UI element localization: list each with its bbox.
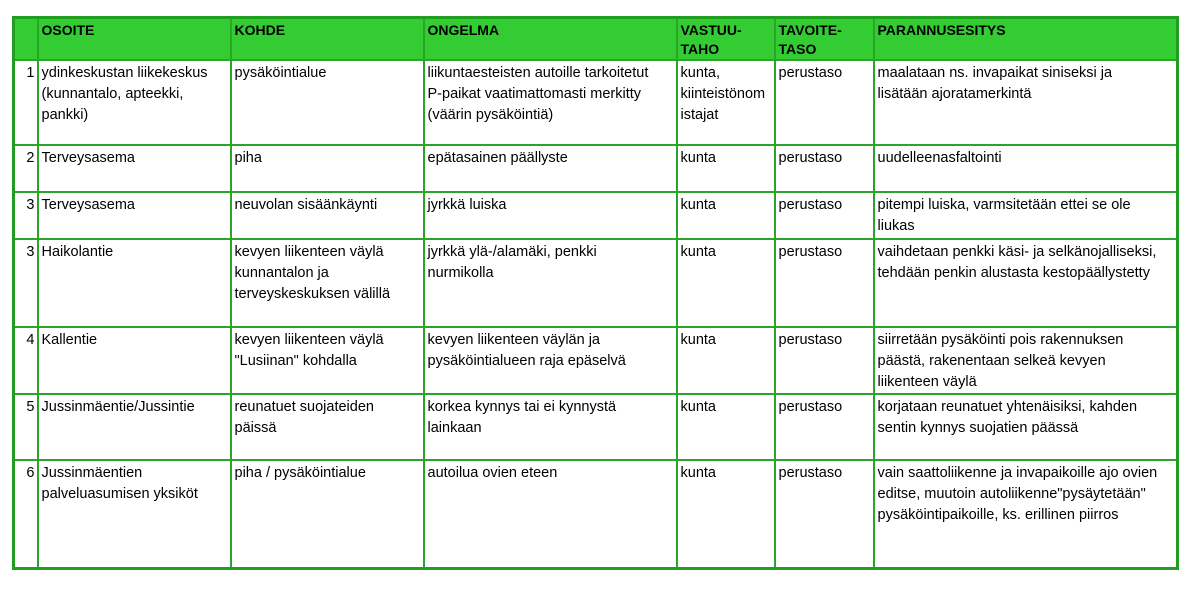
cell-tavoitetaso: perustaso: [775, 145, 874, 192]
cell-osoite: Terveysasema: [38, 145, 231, 192]
cell-ongelma: epätasainen päällyste: [424, 145, 677, 192]
cell-parannusesitys: maalataan ns. invapaikat siniseksi ja lisätään ajoratamerkintä: [874, 60, 1178, 145]
cell-number: 6: [14, 460, 38, 569]
cell-number: 3: [14, 239, 38, 327]
cell-ongelma: kevyen liikenteen väylän ja pysäköintialueen raja epäselvä: [424, 327, 677, 394]
cell-osoite: Haikolantie: [38, 239, 231, 327]
cell-parannusesitys: vain saattoliikenne ja invapaikoille ajo ovien editse, muutoin autoliikenne"pysäytetään" pysäköintipaikoille, ks. erillinen piirros: [874, 460, 1178, 569]
table-row: [14, 60, 1178, 145]
header-ongelma: ONGELMA: [424, 18, 677, 61]
cell-tavoitetaso: perustaso: [775, 327, 874, 394]
cell-tavoitetaso: perustaso: [775, 460, 874, 569]
table-row: [14, 394, 1178, 460]
cell-kohde: piha: [231, 145, 424, 192]
header-parannusesitys: PARANNUSESITYS: [874, 18, 1178, 61]
cell-parannusesitys: vaihdetaan penkki käsi- ja selkänojalliseksi, tehdään penkin alustasta kestopäällystetty: [874, 239, 1178, 327]
header-vastuutaho: VASTUU- TAHO: [677, 18, 775, 61]
header-kohde: KOHDE: [231, 18, 424, 61]
cell-ongelma: jyrkkä ylä-/alamäki, penkki nurmikolla: [424, 239, 677, 327]
cell-number: 5: [14, 394, 38, 460]
cell-vastuutaho: kunta: [677, 145, 775, 192]
cell-ongelma: liikuntaesteisten autoille tarkoitetut P-paikat vaatimattomasti merkitty (väärin pysäköintiä): [424, 60, 677, 145]
cell-osoite: Kallentie: [38, 327, 231, 394]
cell-parannusesitys: pitempi luiska, varmsitetään ettei se ole liukas: [874, 192, 1178, 239]
table-row: [14, 327, 1178, 394]
cell-ongelma: korkea kynnys tai ei kynnystä lainkaan: [424, 394, 677, 460]
cell-tavoitetaso: perustaso: [775, 192, 874, 239]
cell-parannusesitys: uudelleenasfaltointi: [874, 145, 1178, 192]
cell-tavoitetaso: perustaso: [775, 239, 874, 327]
cell-kohde: neuvolan sisäänkäynti: [231, 192, 424, 239]
cell-osoite: ydinkeskustan liikekeskus (kunnantalo, apteekki, pankki): [38, 60, 231, 145]
cell-vastuutaho: kunta: [677, 394, 775, 460]
cell-kohde: kevyen liikenteen väylä "Lusiinan" kohdalla: [231, 327, 424, 394]
cell-osoite: Jussinmäentie/Jussintie: [38, 394, 231, 460]
cell-number: 2: [14, 145, 38, 192]
cell-osoite: Jussinmäentien palveluasumisen yksiköt: [38, 460, 231, 569]
cell-kohde: piha / pysäköintialue: [231, 460, 424, 569]
cell-parannusesitys: siirretään pysäköinti pois rakennuksen päästä, rakenentaan selkeä kevyen liikenteen väylä: [874, 327, 1178, 394]
cell-kohde: reunatuet suojateiden päissä: [231, 394, 424, 460]
header-number: [14, 18, 38, 61]
cell-parannusesitys: korjataan reunatuet yhtenäisiksi, kahden sentin kynnys suojatien päässä: [874, 394, 1178, 460]
cell-tavoitetaso: perustaso: [775, 60, 874, 145]
table-row: [14, 239, 1178, 327]
table-row: [14, 192, 1178, 239]
cell-osoite: Terveysasema: [38, 192, 231, 239]
table-row: [14, 460, 1178, 569]
accessibility-table: [12, 16, 1179, 570]
header-row: [14, 18, 1178, 61]
cell-vastuutaho: kunta: [677, 192, 775, 239]
header-osoite: OSOITE: [38, 18, 231, 61]
cell-number: 3: [14, 192, 38, 239]
table-row: [14, 145, 1178, 192]
cell-number: 4: [14, 327, 38, 394]
cell-vastuutaho: kunta, kiinteistönom istajat: [677, 60, 775, 145]
cell-vastuutaho: kunta: [677, 327, 775, 394]
cell-ongelma: autoilua ovien eteen: [424, 460, 677, 569]
cell-ongelma: jyrkkä luiska: [424, 192, 677, 239]
cell-kohde: kevyen liikenteen väylä kunnantalon ja terveyskeskuksen välillä: [231, 239, 424, 327]
cell-number: 1: [14, 60, 38, 145]
cell-vastuutaho: kunta: [677, 239, 775, 327]
cell-tavoitetaso: perustaso: [775, 394, 874, 460]
header-tavoitetaso: TAVOITE- TASO: [775, 18, 874, 61]
cell-kohde: pysäköintialue: [231, 60, 424, 145]
cell-vastuutaho: kunta: [677, 460, 775, 569]
